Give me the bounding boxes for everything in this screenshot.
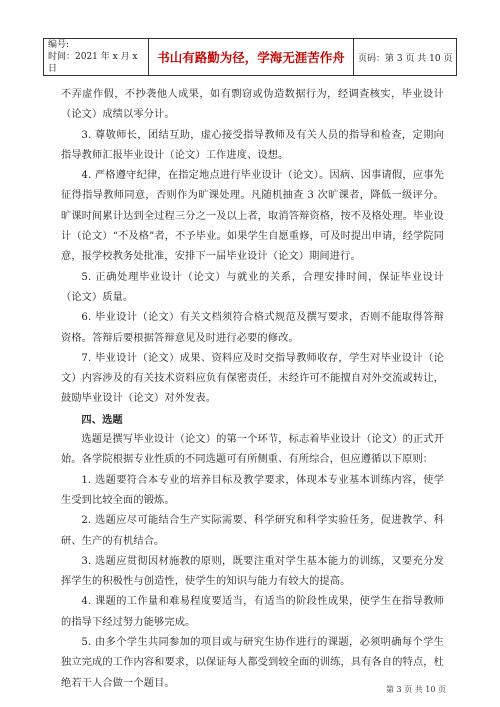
paragraph-continuation: 不弄虚作假，不抄袭他人成果，如有剽窃或伪造数据行为，经调查核实，毕业设计（论文）成绩以零分计。 [61,89,444,121]
paragraph-principle-2: 2. 选题应尽可能结合生产实际需要、科学研究和科学实验任务，促进教学、科研、生产的有机结合。 [61,515,444,547]
header-id-label: 编号: [48,40,70,50]
paragraph-rule-4: 4. 严格遵守纪律，在指定地点进行毕业设计（论文）。因病、因事请假，应事先征得指导教师同意，否则作为旷课处理。凡随机抽查 3 次旷课者，降低一级评分。旷课时间累计达到全过程三分之一及以上者，取消答辩资格，按不及格处理。毕业设计（论文）“不及格”者，不予毕业。如果学生自愿重修，可及时提出申请，经学院同意，报学校教务处批准，安排下一届毕业设计（论文）期间进行。 [61,170,444,263]
page-header [43,38,457,76]
header-meta [44,39,149,76]
paragraph-principle-5: 5. 由多个学生共同参加的项目或与研究生协作进行的课题，必须明确每个学生独立完成的工作内容和要求，以保证每人都受到较全面的训练，具有各自的特点，杜绝若干人合做一个题目。 [61,637,444,689]
paragraph-principle-1: 1. 选题要符合本专业的培养目标及教学要求，体现本专业基本训练内容，使学生受到比较全面的锻炼。 [61,474,444,506]
header-time-label: 时间：2021 年 x 月 x 日 [48,52,138,74]
page-footer: 第 3 页 共 10 页 [386,685,446,694]
paragraph-intro: 选题是撰写毕业设计（论文）的第一个环节，标志着毕业设计（论文）的正式开始。各学院根据专业性质的不同选题可有所侧重、有所综合，但应遵循以下原则： [61,434,444,466]
paragraph-rule-6: 6. 毕业设计（论文）有关文档须符合格式规范及撰写要求，否则不能取得答辩资格。答辩后要根据答辩意见及时进行必要的修改。 [61,312,444,344]
paragraph-rule-5: 5. 正确处理毕业设计（论文）与就业的关系，合理安排时间，保证毕业设计（论文）质量。 [61,271,444,303]
document-body [61,85,444,694]
section-heading: 四、选题 [81,413,123,426]
paragraph-rule-7: 7. 毕业设计（论文）成果、资料应及时交指导教师收存，学生对毕业设计（论文）内容涉及的有关技术资料应负有保密责任，未经许可不能擅自对外交流或转让，鼓励毕业设计（论文）对外发表。 [61,352,444,405]
paragraph-rule-3: 3. 尊敬师长，团结互助，虚心接受指导教师及有关人员的指导和检查，定期向指导教师汇报毕业设计（论文）工作进度、设想。 [61,129,444,161]
paragraph-principle-3: 3. 选题应贯彻因材施教的原则，既要注重对学生基本能力的训练，又要充分发挥学生的积极性与创造性，使学生的知识与能力有较大的提高。 [61,555,444,588]
header-motto: 书山有路勤为径，学海无涯苦作舟 [149,39,354,76]
paragraph-principle-4: 4. 课题的工作量和难易程度要适当，有适当的阶段性成果，使学生在指导教师的指导下经过努力能够完成。 [61,596,444,628]
header-page-label: 页码：第 3 页 共 10 页 [354,39,457,76]
